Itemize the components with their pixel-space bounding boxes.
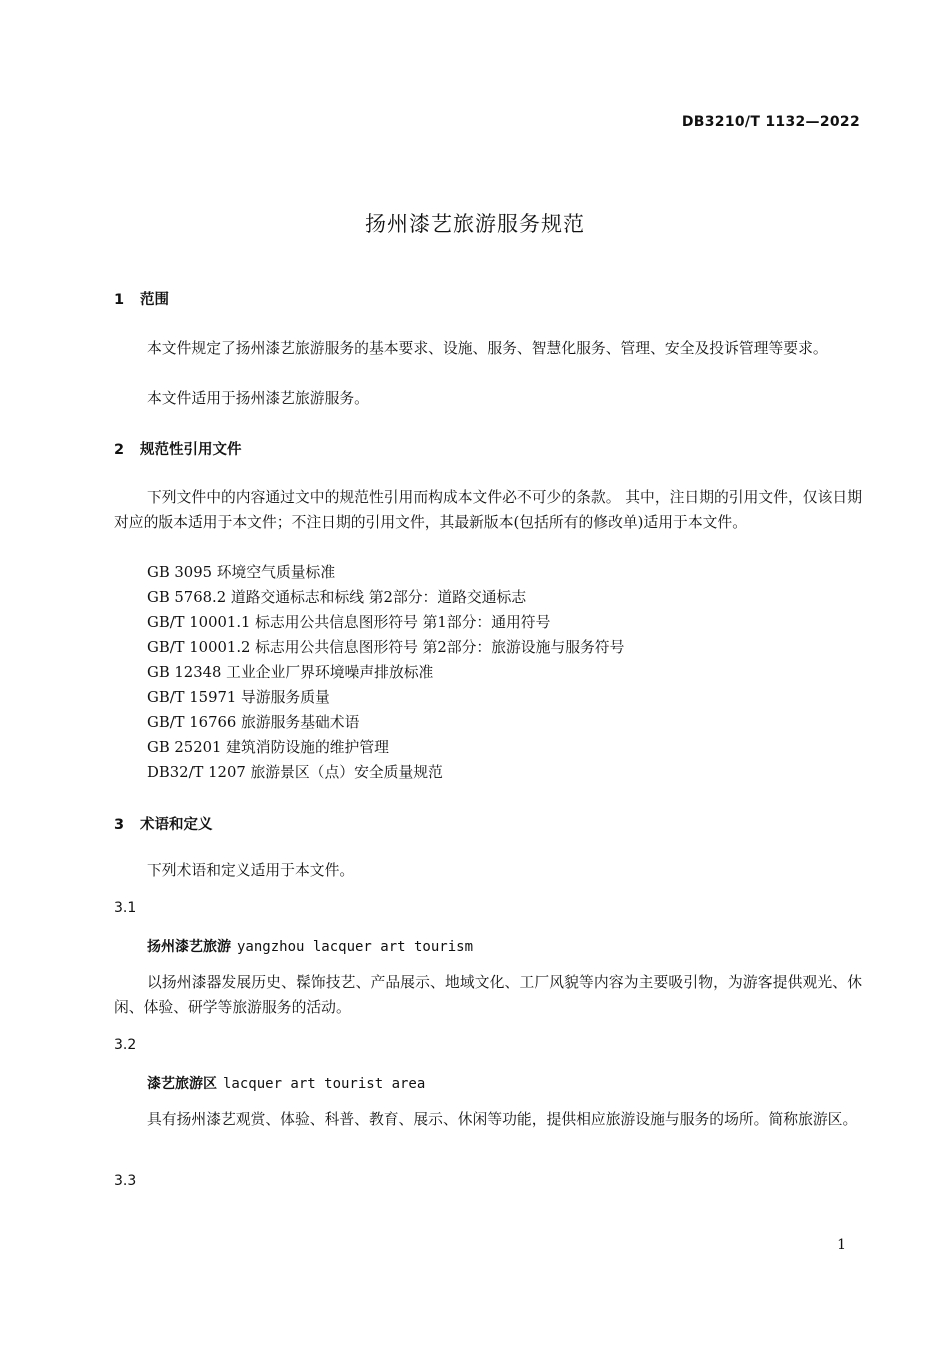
term-definition: 以扬州漆器发展历史、髹饰技艺、产品展示、地域文化、工厂风貌等内容为主要吸引物，为游客提供观光、休闲、体验、研学等旅游服务的活动。 bbox=[114, 974, 862, 1016]
page-number: 1 bbox=[837, 1237, 846, 1253]
term-number: 3.1 bbox=[114, 900, 137, 916]
reference-item: GB 3095 环境空气质量标准 bbox=[147, 564, 336, 581]
scope-paragraph-2: 本文件适用于扬州漆艺旅游服务。 bbox=[147, 390, 369, 407]
term-definition: 具有扬州漆艺观赏、体验、科普、教育、展示、休闲等功能，提供相应旅游设施与服务的场所。简称旅游区。 bbox=[147, 1111, 858, 1128]
section-title: 规范性引用文件 bbox=[140, 442, 242, 458]
reference-item: GB/T 16766 旅游服务基础术语 bbox=[147, 714, 360, 731]
reference-item: DB32/T 1207 旅游景区（点）安全质量规范 bbox=[147, 764, 443, 781]
section-number: 3 bbox=[114, 817, 125, 833]
standard-code: DB3210/T 1132—2022 bbox=[681, 114, 860, 130]
references-intro: 下列文件中的内容通过文中的规范性引用而构成本文件必不可少的条款。 其中，注日期的引用文件，仅该日期对应的版本适用于本文件；不注日期的引用文件，其最新版本(包括所有的修改单)适用于本文件。 bbox=[114, 489, 862, 531]
scope-paragraph-1: 本文件规定了扬州漆艺旅游服务的基本要求、设施、服务、智慧化服务、管理、安全及投诉管理等要求。 bbox=[147, 340, 828, 357]
section-title: 范围 bbox=[140, 292, 169, 308]
term-name-en: yangzhou lacquer art tourism bbox=[237, 939, 474, 955]
reference-item: GB 5768.2 道路交通标志和标线 第2部分：道路交通标志 bbox=[147, 589, 527, 606]
term-name-zh: 扬州漆艺旅游 bbox=[147, 939, 231, 955]
document-title: 扬州漆艺旅游服务规范 bbox=[365, 212, 585, 236]
term-name-en: lacquer art tourist area bbox=[223, 1076, 426, 1092]
reference-item: GB/T 10001.2 标志用公共信息图形符号 第2部分：旅游设施与服务符号 bbox=[147, 639, 625, 656]
term-number: 3.2 bbox=[114, 1037, 137, 1053]
term-name-zh: 漆艺旅游区 bbox=[147, 1076, 217, 1092]
section-3-heading bbox=[114, 813, 213, 834]
section-2-heading bbox=[114, 438, 242, 459]
term-number: 3.3 bbox=[114, 1173, 137, 1189]
section-number: 1 bbox=[114, 292, 125, 308]
section-number: 2 bbox=[114, 442, 125, 458]
reference-item: GB 25201 建筑消防设施的维护管理 bbox=[147, 739, 389, 756]
terms-intro: 下列术语和定义适用于本文件。 bbox=[147, 862, 355, 879]
reference-item: GB/T 15971 导游服务质量 bbox=[147, 689, 330, 706]
reference-item: GB 12348 工业企业厂界环境噪声排放标准 bbox=[147, 664, 434, 681]
term-heading bbox=[147, 936, 473, 956]
reference-item: GB/T 10001.1 标志用公共信息图形符号 第1部分：通用符号 bbox=[147, 614, 551, 631]
term-heading bbox=[147, 1073, 425, 1093]
section-1-heading bbox=[114, 288, 169, 309]
section-title: 术语和定义 bbox=[140, 817, 213, 833]
